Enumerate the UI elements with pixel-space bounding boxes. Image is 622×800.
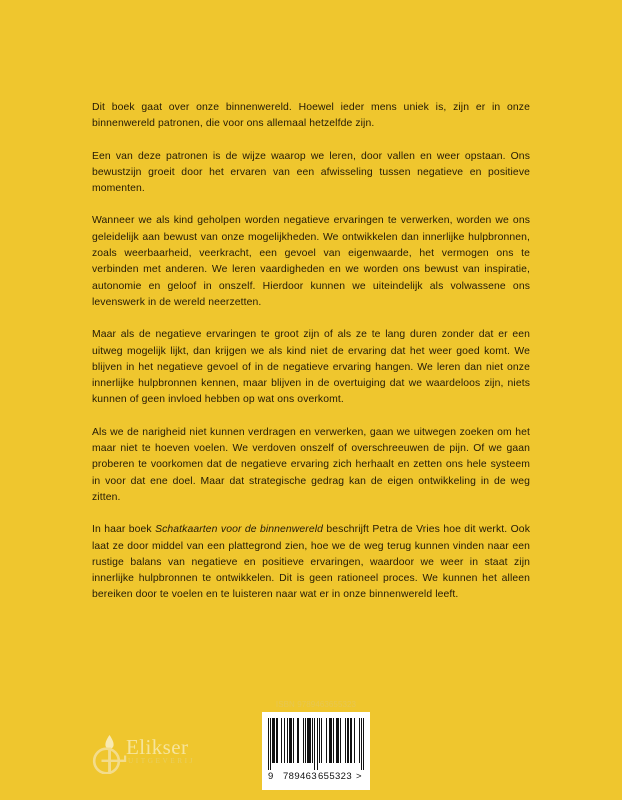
blurb-paragraph-3: Wanneer we als kind geholpen worden negatieve ervaringen te verwerken, worden we ons geleidelijk aan bewust van onze mogelijkheden. We ontwikkelen dan innerlijke hulpbronnen, zoals weerbaarheid, veerkracht, een gevoel van eigenwaarde, het vermogen ons te verbinden met anderen. We leren vaardigheden en we worden ons bewust van inspiratie, autonomie en geloof in onszelf. Hierdoor kunnen we uiteindelijk als volwassene ons levenswerk in de wereld neerzetten.: [92, 215, 530, 308]
book-title-italic: Schatkaarten voor de binnenwereld: [155, 524, 324, 536]
ean13-barcode: [262, 712, 370, 790]
final-paragraph-lead: In haar boek: [92, 524, 156, 536]
publisher-name: Elikser: [126, 735, 189, 759]
blurb-text-block: [92, 100, 530, 604]
isbn-barcode-block: [262, 700, 370, 790]
isbn-label: ISBN 9789463655323: [275, 700, 357, 709]
blurb-paragraph-6: [92, 522, 530, 603]
blurb-paragraph-5: Als we de narigheid niet kunnen verdragen en verwerken, gaan we uitwegen zoeken om het maar niet te hoeven voelen. We verdoven onszelf of overschreeuwen de pijn. Of we gaan proberen te voorkomen dat de negatieve ervaring zich herhaalt en zetten ons hele systeem in voor dat ene doel. Maar dat strategische gedrag kan de eigen ontwikkeling in de weg zitten.: [92, 426, 530, 503]
barcode-digits: [268, 771, 364, 785]
elikser-flame-e-icon: [92, 734, 128, 774]
publisher-logo-block: [92, 730, 272, 778]
barcode-lead-digit: 9: [268, 771, 274, 782]
blurb-paragraph-2: Een van deze patronen is de wijze waarop we leren, door vallen en weer opstaan. Ons bewustzijn groeit door het ervaren van een afwisseling tussen negatieve en positieve momenten.: [92, 150, 530, 195]
publisher-tagline: UITGEVERIJ: [128, 757, 196, 765]
barcode-left-group: 789463: [283, 771, 317, 782]
final-paragraph-rest: beschrijft Petra de Vries hoe dit werkt. Ook laat ze door middel van een plattegrond zien, hoe we de weg terug kunnen vinden naar een rustige balans van negatieve en positieve ervaringen, waardoor we weer in staat zijn innerlijke hulpbronnen te ontwikkelen. Dit is geen rationeel proces. We kunnen het alleen bereiken door te voelen en te luisteren naar wat er in onze binnenwereld leeft.: [92, 524, 530, 601]
blurb-paragraph-1: Dit boek gaat over onze binnenwereld. Hoewel ieder mens uniek is, zijn er in onze binnenwereld patronen, die voor ons allemaal hetzelfde zijn.: [92, 102, 530, 130]
blurb-paragraph-4: Maar als de negatieve ervaringen te groot zijn of als ze te lang duren zonder dat er een uitweg mogelijk lijkt, dan krijgen we als kind niet de ervaring dat het weer goed komt. We blijven in het negatieve gevoel of in de negatieve ervaring hangen. We leren dan niet onze innerlijke hulpbronnen kennen, maar blijven in de overtuiging dat we waardeloos zijn, niets kunnen of geen invloed hebben op wat ons overkomt.: [92, 329, 530, 406]
barcode-tail-marker: >: [356, 771, 362, 782]
barcode-right-group: 655323: [318, 771, 352, 782]
barcode-bars: [268, 718, 364, 770]
